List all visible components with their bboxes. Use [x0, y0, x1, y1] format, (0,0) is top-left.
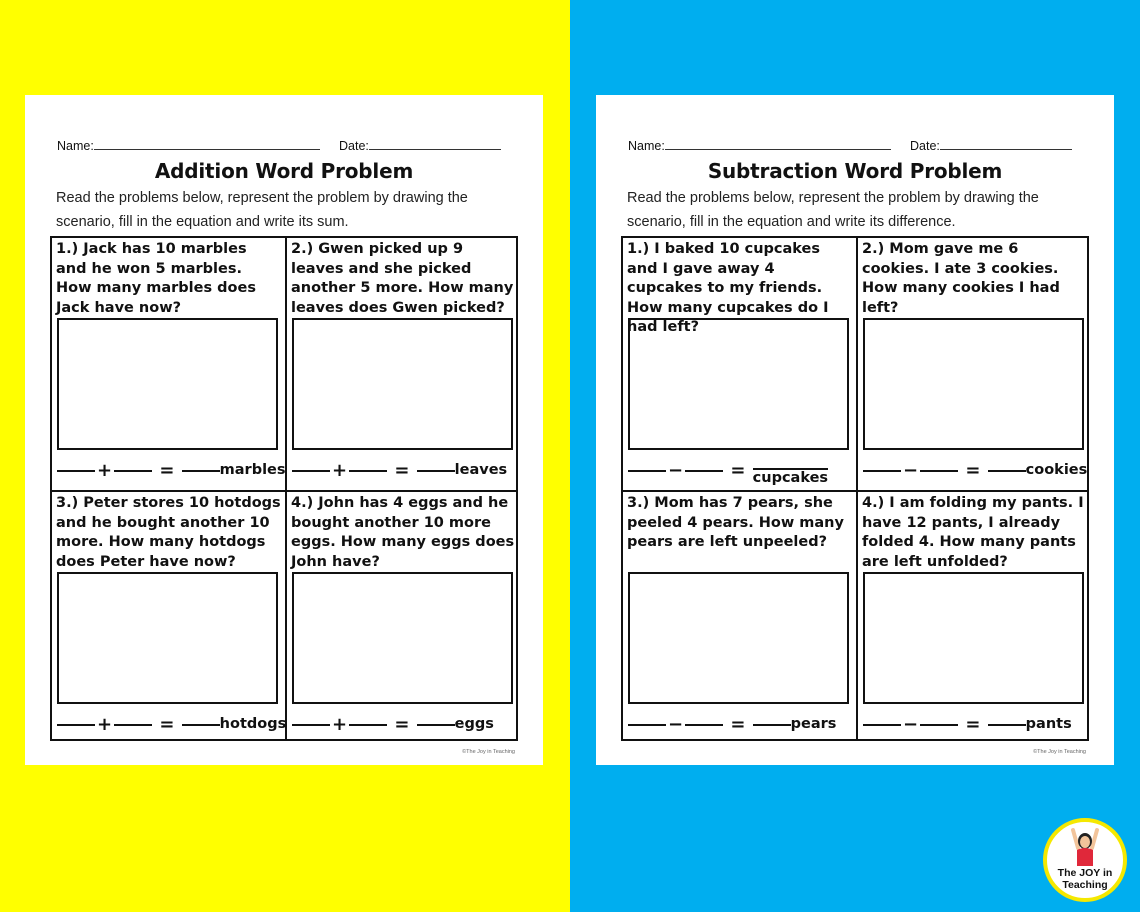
problem-cell — [287, 238, 520, 490]
answer-blank[interactable] — [685, 724, 723, 726]
answer-blank[interactable] — [292, 724, 330, 726]
addition-worksheet — [25, 95, 543, 765]
name-line — [94, 149, 320, 150]
unit-label: leaves — [454, 462, 508, 478]
problem-cell — [287, 492, 520, 744]
equals-sign: = — [394, 460, 410, 481]
equals-sign: = — [394, 714, 410, 735]
logo-text — [1047, 867, 1123, 891]
answer-blank[interactable] — [292, 470, 330, 472]
answer-blank[interactable] — [417, 470, 455, 472]
equals-sign: = — [159, 714, 175, 735]
drawing-box[interactable] — [863, 318, 1084, 450]
date-line — [369, 149, 501, 150]
problem-text: 4.) John has 4 eggs and he bought another 10 more eggs. How many eggs does John have? — [291, 495, 515, 570]
drawing-box[interactable] — [628, 318, 849, 450]
answer-blank[interactable] — [988, 470, 1026, 472]
answer-blank[interactable] — [753, 724, 791, 726]
date-label: Date: — [339, 139, 369, 153]
minus-sign: − — [903, 460, 919, 481]
answer-blank[interactable] — [988, 724, 1026, 726]
equation — [863, 460, 1089, 482]
problem-grid — [621, 236, 1089, 741]
date-field[interactable] — [910, 139, 1072, 153]
plus-sign: + — [97, 714, 113, 735]
answer-blank[interactable] — [685, 470, 723, 472]
equals-sign: = — [965, 460, 981, 481]
problem-cell — [52, 492, 285, 744]
date-field[interactable] — [339, 139, 501, 153]
name-line — [665, 149, 891, 150]
problem-text: 4.) I am folding my pants. I have 12 pants, I already folded 4. How many pants are left unfolded? — [862, 495, 1084, 570]
unit-label: cookies — [1025, 462, 1088, 478]
equals-sign: = — [730, 714, 746, 735]
equation — [57, 714, 287, 736]
minus-sign: − — [668, 460, 684, 481]
problem-text: 3.) Mom has 7 pears, she peeled 4 pears. How many pears are left unpeeled? — [627, 495, 844, 550]
answer-blank[interactable] — [114, 724, 152, 726]
problem-text: 1.) Jack has 10 marbles and he won 5 marbles. How many marbles does Jack have now? — [56, 241, 256, 316]
page-title: Addition Word Problem — [154, 159, 414, 183]
name-field[interactable] — [57, 139, 320, 153]
problem-cell — [858, 238, 1091, 490]
problem-cell — [623, 492, 856, 744]
equals-sign: = — [965, 714, 981, 735]
equation — [628, 460, 854, 486]
answer-blank[interactable] — [57, 724, 95, 726]
problem-text: 2.) Gwen picked up 9 leaves and she picked another 5 more. How many leaves does Gwen picked? — [291, 241, 514, 316]
answer-blank[interactable] — [920, 724, 958, 726]
equation — [628, 714, 854, 736]
equation — [57, 460, 286, 482]
plus-sign: + — [332, 714, 348, 735]
plus-sign: + — [332, 460, 348, 481]
subtraction-worksheet — [596, 95, 1114, 765]
unit-label: marbles — [219, 462, 286, 478]
unit-label: pears — [790, 716, 837, 732]
equals-sign: = — [730, 460, 746, 481]
minus-sign: − — [903, 714, 919, 735]
answer-blank[interactable] — [57, 470, 95, 472]
problem-grid — [50, 236, 518, 741]
answer-blank[interactable] — [417, 724, 455, 726]
teacher-figure-icon — [1065, 826, 1105, 870]
unit-label: pants — [1025, 716, 1072, 732]
drawing-box[interactable] — [628, 572, 849, 704]
plus-sign: + — [97, 460, 113, 481]
drawing-box[interactable] — [863, 572, 1084, 704]
problem-text: 3.) Peter stores 10 hotdogs and he bought another 10 more. How many hotdogs does Peter have now? — [56, 495, 281, 570]
drawing-box[interactable] — [292, 318, 513, 450]
logo-line-2: Teaching — [1062, 879, 1108, 891]
answer-blank[interactable] — [628, 724, 666, 726]
drawing-box[interactable] — [57, 318, 278, 450]
drawing-box[interactable] — [292, 572, 513, 704]
logo-line-1: The JOY in — [1057, 867, 1113, 879]
answer-blank[interactable] — [863, 724, 901, 726]
drawing-box[interactable] — [57, 572, 278, 704]
date-line — [940, 149, 1072, 150]
problem-text: 1.) I baked 10 cupcakes and I gave away 4 cupcakes to my friends. How many cupcakes do I had left? — [627, 241, 829, 335]
answer-blank[interactable] — [182, 470, 220, 472]
problem-cell — [858, 492, 1091, 744]
joy-in-teaching-logo — [1043, 818, 1127, 902]
answer-blank[interactable] — [182, 724, 220, 726]
answer-blank[interactable] — [349, 724, 387, 726]
equation — [292, 460, 518, 482]
answer-blank[interactable] — [863, 470, 901, 472]
name-label: Name: — [628, 139, 665, 153]
unit-label: eggs — [454, 716, 494, 732]
answer-blank[interactable] — [114, 470, 152, 472]
instructions: Read the problems below, represent the problem by drawing the scenario, fill in the equation and write its sum. — [56, 190, 468, 230]
date-label: Date: — [910, 139, 940, 153]
equation — [863, 714, 1089, 736]
unit-label: hotdogs — [219, 716, 287, 732]
problem-cell — [52, 238, 285, 490]
name-field[interactable] — [628, 139, 891, 153]
equation — [292, 714, 518, 736]
problem-text: 2.) Mom gave me 6 cookies. I ate 3 cookies. How many cookies I had left? — [862, 241, 1060, 316]
answer-blank[interactable] — [349, 470, 387, 472]
copyright-text: ©The Joy in Teaching — [462, 749, 515, 755]
unit-label: cupcakes — [752, 470, 829, 486]
copyright-text: ©The Joy in Teaching — [1033, 749, 1086, 755]
name-label: Name: — [57, 139, 94, 153]
problem-cell — [623, 238, 856, 490]
answer-blank[interactable] — [920, 470, 958, 472]
minus-sign: − — [668, 714, 684, 735]
answer-blank[interactable] — [628, 470, 666, 472]
equals-sign: = — [159, 460, 175, 481]
page-title: Subtraction Word Problem — [707, 159, 1003, 183]
instructions: Read the problems below, represent the problem by drawing the scenario, fill in the equation and write its difference. — [627, 190, 1039, 230]
